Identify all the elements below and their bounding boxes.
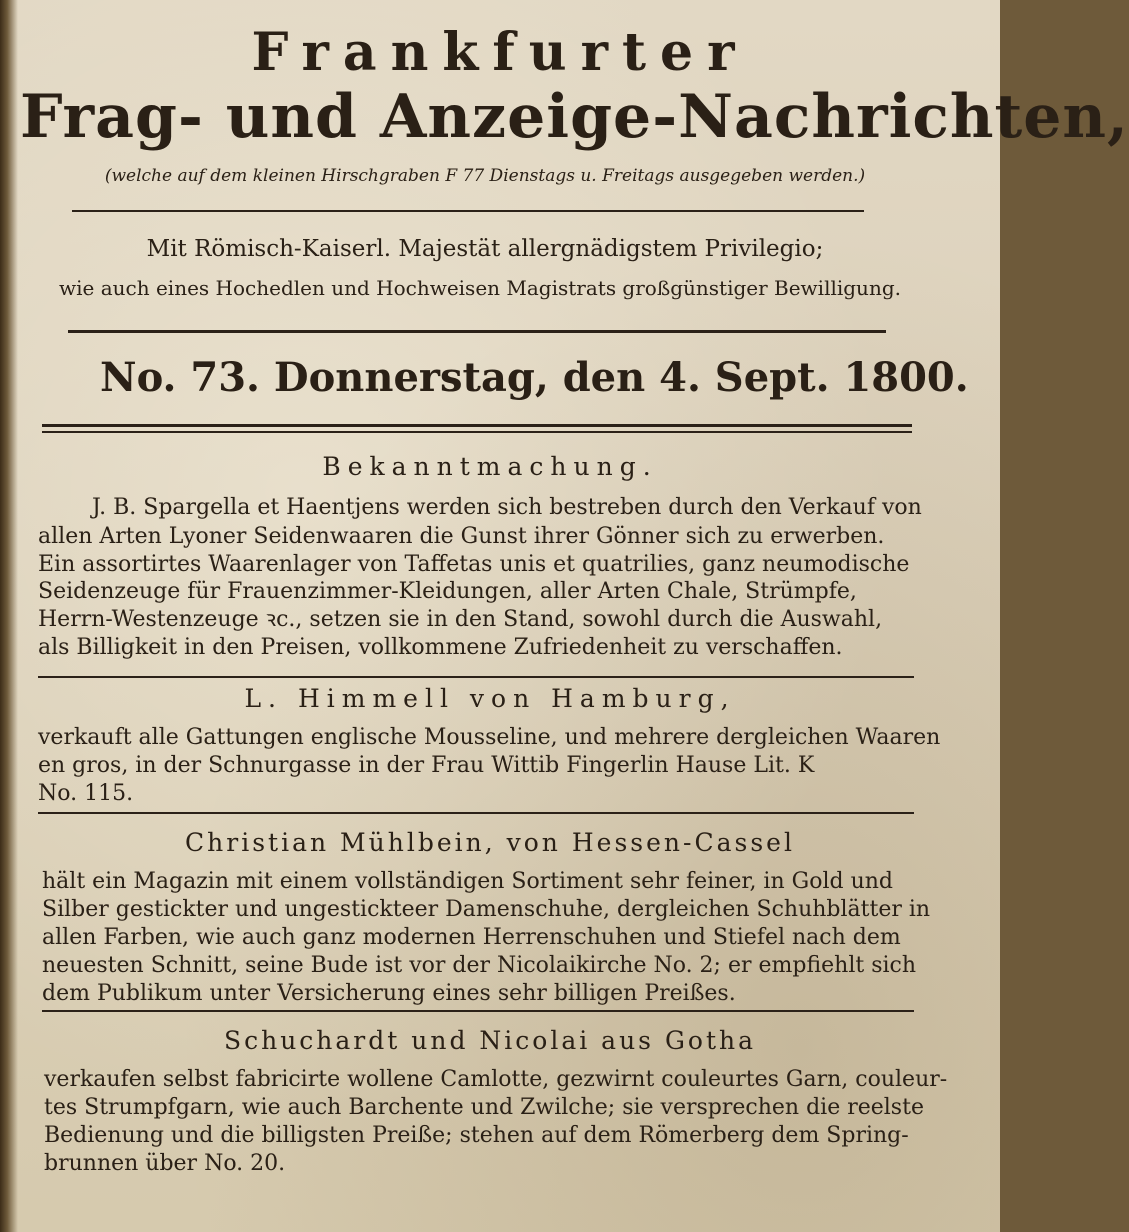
notice-line: Ein assortirtes Waarenlager von Taffetas unis et quatrilies, ganz neumodische [38, 552, 910, 577]
notice-heading: Christian Mühlbein, von Hessen-Cassel [185, 828, 795, 857]
issue-line: No. 73. Donnerstag, den 4. Sept. 1800. [100, 354, 969, 401]
notice-line: No. 115. [38, 781, 134, 806]
page-edge-shadow [0, 0, 18, 1232]
divider-rule [72, 210, 864, 212]
masthead-title-line2: Frag- und Anzeige-Nachrichten, [20, 82, 1129, 152]
notice-line: dem Publikum unter Versicherung eines sehr billigen Preißes. [42, 981, 736, 1006]
notice-line: verkauft alle Gattungen englische Mousseline, und mehrere dergleichen Waaren [38, 725, 941, 750]
masthead-subtitle: (welche auf dem kleinen Hirschgraben F 77 Dienstags u. Freitags ausgegeben werden.) [104, 166, 866, 186]
masthead-title-line1: Frankfurter [251, 22, 749, 83]
notice-heading: Schuchardt und Nicolai aus Gotha [223, 1026, 757, 1055]
notice-line: brunnen über No. 20. [44, 1151, 286, 1176]
notice-line: verkaufen selbst fabricirte wollene Camlotte, gezwirnt couleurtes Garn, couleur- [44, 1067, 948, 1092]
notice-line: Seidenzeuge für Frauenzimmer-Kleidungen, aller Arten Chale, Strümpfe, [38, 579, 857, 604]
notice-line: Silber gestickter und ungestickteer Damenschuhe, dergleichen Schuhblätter in [42, 897, 931, 922]
notice-line: Bedienung und die billigsten Preiße; stehen auf dem Römerberg dem Spring- [44, 1123, 909, 1148]
divider-rule [42, 1010, 914, 1012]
notice-line: en gros, in der Schnurgasse in der Frau Wittib Fingerlin Hause Lit. K [38, 753, 815, 778]
notice-line: tes Strumpfgarn, wie auch Barchente und Zwilche; sie versprechen die reelste [44, 1095, 924, 1120]
notice-line: Herrn-Westenzeuge ꝛc., setzen sie in den Stand, sowohl durch die Auswahl, [38, 607, 883, 632]
privilege-line2: wie auch eines Hochedlen und Hochweisen Magistrats großgünstiger Bewilligung. [59, 276, 901, 300]
privilege-line1: Mit Römisch-Kaiserl. Majestät allergnädigstem Privilegio; [146, 236, 824, 262]
notice-heading: Bekanntmachung. [322, 452, 658, 481]
notice-line: als Billigkeit in den Preisen, vollkommene Zufriedenheit zu verschaffen. [38, 635, 843, 660]
divider-rule [42, 424, 912, 427]
notice-line: allen Arten Lyoner Seidenwaaren die Gunst ihrer Gönner sich zu erwerben. [38, 524, 885, 549]
divider-rule [68, 330, 886, 333]
notice-line: hält ein Magazin mit einem vollständigen Sortiment sehr feiner, in Gold und [42, 869, 893, 894]
divider-rule [38, 676, 914, 678]
divider-rule [38, 812, 914, 814]
notice-heading: L. Himmell von Hamburg, [244, 684, 736, 713]
notice-line: J. B. Spargella et Haentjens werden sich bestreben durch den Verkauf von [92, 495, 922, 520]
divider-rule [42, 431, 912, 433]
notice-line: neuesten Schnitt, seine Bude ist vor der Nicolaikirche No. 2; er empfiehlt sich [42, 953, 917, 978]
notice-line: allen Farben, wie auch ganz modernen Herrenschuhen und Stiefel nach dem [42, 925, 901, 950]
